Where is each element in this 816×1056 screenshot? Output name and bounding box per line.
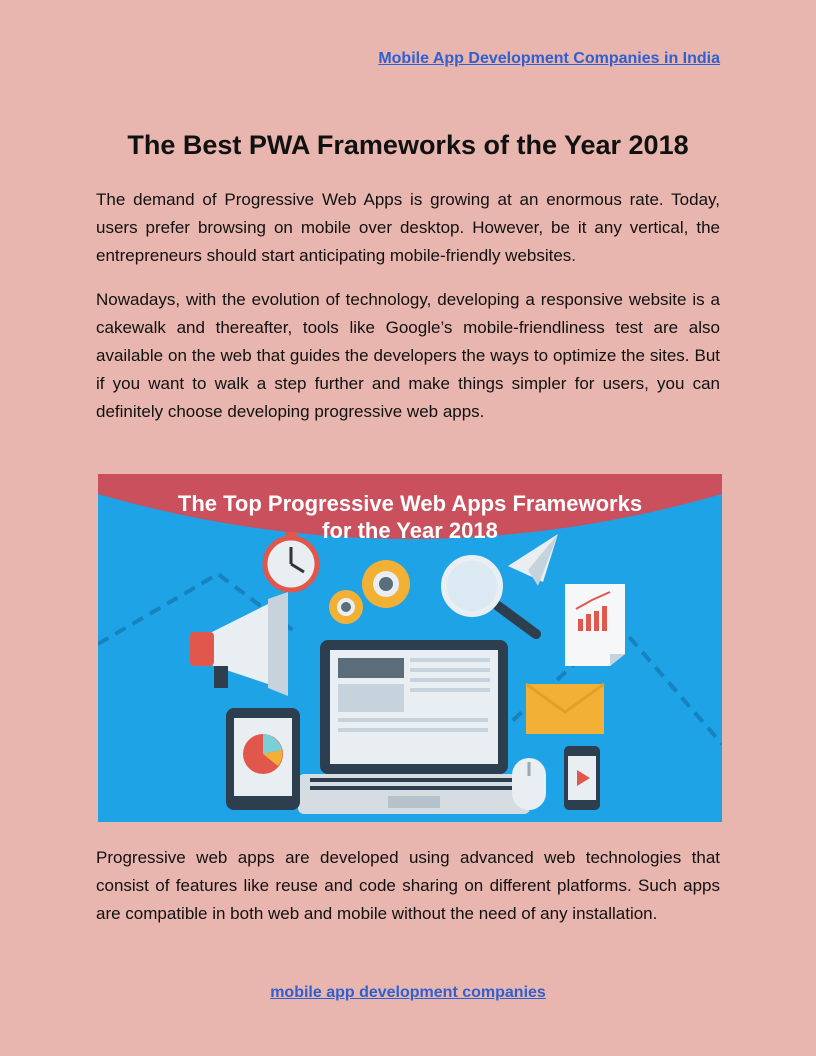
envelope-icon [526, 684, 604, 734]
page-title: The Best PWA Frameworks of the Year 2018 [127, 130, 689, 160]
gear-icon [362, 560, 410, 608]
phone-icon [564, 746, 600, 810]
report-icon [565, 584, 625, 666]
tablet-icon [226, 708, 300, 810]
header-link[interactable]: Mobile App Development Companies in India [378, 50, 720, 67]
gear-icon-small [329, 590, 363, 624]
paragraph-intro: The demand of Progressive Web Apps is growing at an enormous rate. Today, users prefer browsing on mobile over desktop. However, be it any vertical, the entrepreneurs should start anticipating mobile-friendly websites. [96, 190, 720, 265]
hero-title-line2: for the Year 2018 [322, 518, 498, 543]
hero-image [98, 474, 722, 822]
hero-title-line1: The Top Progressive Web Apps Frameworks [177, 491, 643, 516]
mouse-icon [512, 758, 546, 810]
megaphone-icon [190, 592, 288, 696]
laptop-icon [298, 640, 530, 814]
paragraph-evolution: Nowadays, with the evolution of technology, developing a responsive website is a cakewalk and thereafter, tools like Google’s mobile-friendliness test are also available on the web that guides the developers the ways to optimize the sites. But if you want to walk a step further and make things simpler for users, you can definitely choose developing progressive web apps. [96, 290, 720, 421]
footer-link[interactable]: mobile app development companies [270, 984, 546, 1001]
paragraph-pwa-description: Progressive web apps are developed using advanced web technologies that consist of features like reuse and code sharing on different platforms. Such apps are compatible in both web and mobile without the need of any installation. [96, 848, 720, 923]
